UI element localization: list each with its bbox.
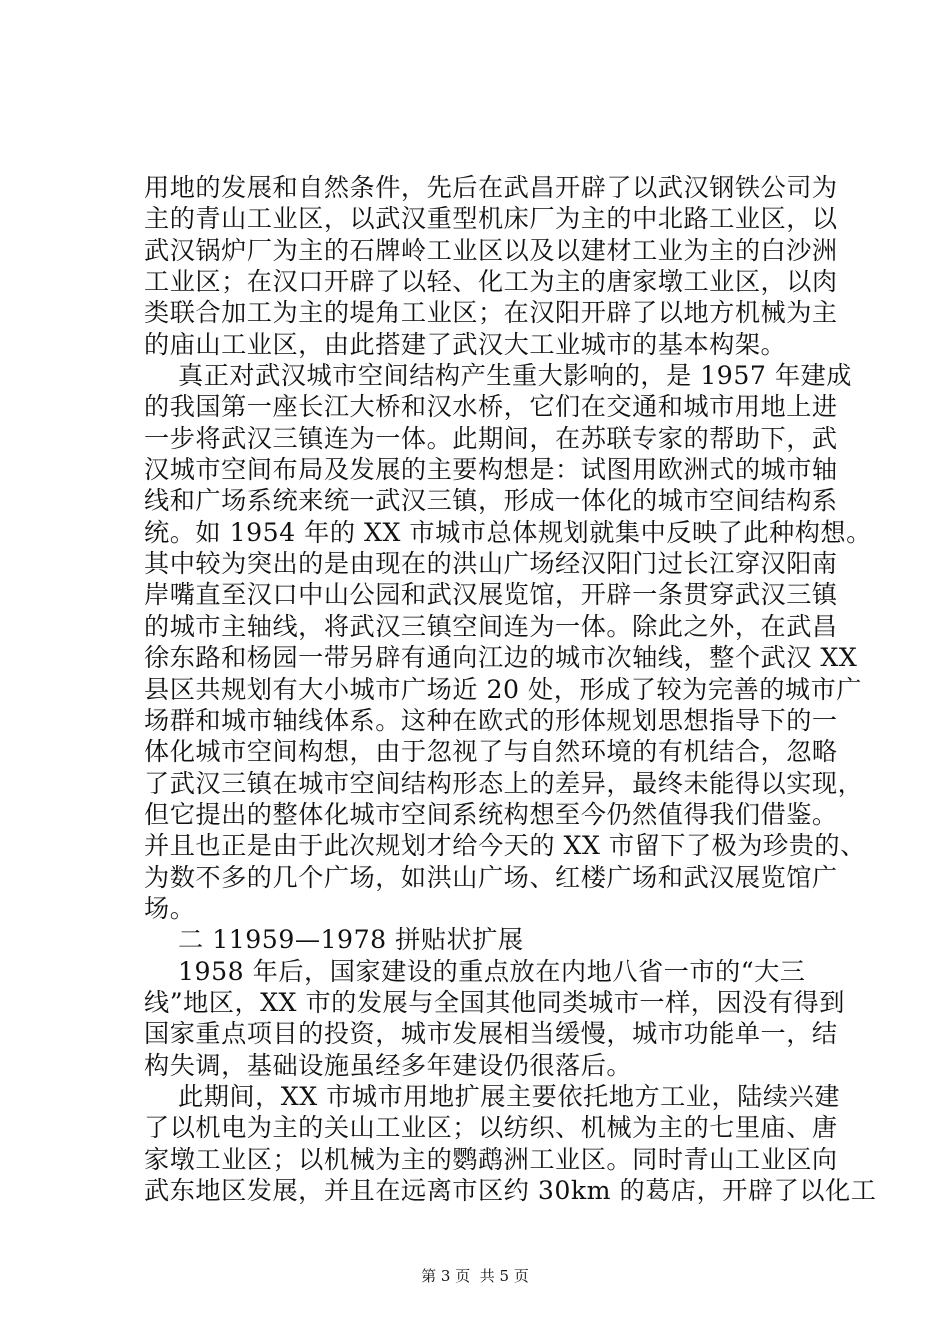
text-line: 的我国第一座长江大桥和汉水桥，它们在交通和城市用地上进: [144, 392, 838, 422]
text-line: 武东地区发展，并且在远离市区约 30km 的葛店，开辟了以化工: [144, 1176, 877, 1205]
page-footer: 第 3 页 共 5 页: [421, 1267, 529, 1285]
text-line: 此期间，XX 市城市用地扩展主要依托地方工业，陆续兴建: [144, 1081, 840, 1111]
text-line: 的庙山工业区，由此搭建了武汉大工业城市的基本构架。: [144, 329, 787, 359]
text-line: 汉城市空间布局及发展的主要构想是：试图用欧洲式的城市轴: [144, 455, 838, 485]
text-line: 了以机电为主的关山工业区；以纺织、机械为主的七里庙、唐: [144, 1113, 838, 1143]
text-line: 国家重点项目的投资，城市发展相当缓慢，城市功能单一，结: [144, 1019, 838, 1049]
text-line: 场。: [144, 893, 196, 923]
text-line: 的城市主轴线，将武汉三镇空间连为一体。除此之外，在武昌: [144, 611, 838, 641]
text-line: 了武汉三镇在城市空间结构形态上的差异，最终未能得以实现，: [144, 768, 864, 798]
text-line: 家墩工业区；以机械为主的鹦鹉洲工业区。同时青山工业区向: [144, 1144, 838, 1174]
text-line: 其中较为突出的是由现在的洪山广场经汉阳门过长江穿汉阳南: [144, 549, 838, 579]
text-line: 工业区；在汉口开辟了以轻、化工为主的唐家墩工业区，以肉: [144, 267, 838, 297]
text-line: 一步将武汉三镇连为一体。此期间，在苏联专家的帮助下，武: [144, 423, 838, 453]
body-text: [144, 172, 877, 1206]
text-line: 线和广场系统来统一武汉三镇，形成一体化的城市空间结构系: [144, 486, 838, 516]
text-line: 类联合加工为主的堤角工业区；在汉阳开辟了以地方机械为主: [144, 298, 838, 328]
section-heading: 二 11959—1978 拼贴状扩展: [144, 925, 524, 955]
text-line: 线”地区，XX 市的发展与全国其他同类城市一样，因没有得到: [144, 987, 845, 1017]
text-line: 岸嘴直至汉口中山公园和武汉展览馆，开辟一条贯穿武汉三镇: [144, 580, 838, 610]
text-line: 统。如 1954 年的 XX 市城市总体规划就集中反映了此种构想。: [144, 517, 872, 547]
text-line: 构失调，基础设施虽经多年建设仍很落后。: [144, 1050, 633, 1080]
text-line: 主的青山工业区，以武汉重型机床厂为主的中北路工业区，以: [144, 204, 838, 234]
text-line: 真正对武汉城市空间结构产生重大影响的，是 1957 年建成: [144, 361, 852, 391]
text-line: 体化城市空间构想，由于忽视了与自然环境的有机结合，忽略: [144, 737, 838, 767]
text-line: 武汉锅炉厂为主的石牌岭工业区以及以建材工业为主的白沙洲: [144, 235, 838, 265]
text-line: 县区共规划有大小城市广场近 20 处，形成了较为完善的城市广: [144, 674, 862, 704]
text-line: 1958 年后，国家建设的重点放在内地八省一市的“大三: [144, 956, 806, 986]
text-line: 但它提出的整体化城市空间系统构想至今仍然值得我们借鉴。: [144, 799, 838, 829]
text-line: 并且也正是由于此次规划才给今天的 XX 市留下了极为珍贵的、: [144, 831, 866, 861]
text-line: 场群和城市轴线体系。这种在欧式的形体规划思想指导下的一: [144, 705, 838, 735]
text-line: 用地的发展和自然条件，先后在武昌开辟了以武汉钢铁公司为: [144, 173, 838, 202]
text-line: 为数不多的几个广场，如洪山广场、红楼广场和武汉展览馆广: [144, 862, 838, 892]
text-line: 徐东路和杨园一带另辟有通向江边的城市次轴线，整个武汉 XX: [144, 643, 858, 673]
